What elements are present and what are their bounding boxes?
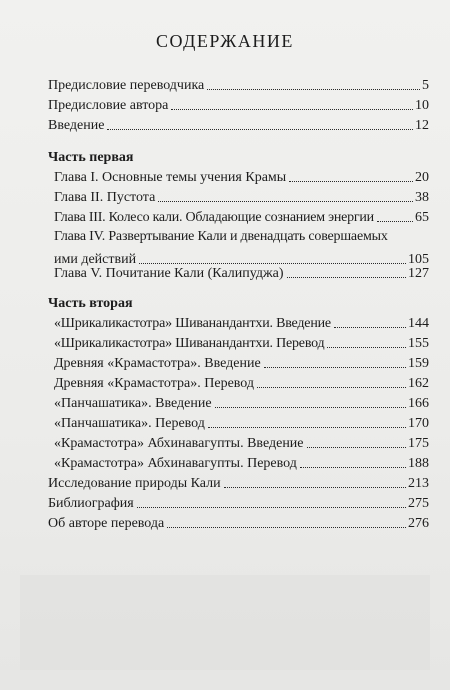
toc-entry-title: «Панчашатика». Перевод bbox=[54, 416, 205, 431]
toc-entry[interactable] bbox=[48, 492, 429, 512]
toc-entry[interactable] bbox=[54, 206, 429, 226]
toc-entry-page: 170 bbox=[408, 416, 429, 431]
toc-entry-page: 105 bbox=[408, 252, 429, 267]
toc-entry[interactable] bbox=[54, 262, 429, 282]
dot-leader bbox=[289, 181, 413, 182]
toc-entry-page: 275 bbox=[408, 496, 429, 511]
toc-entry[interactable] bbox=[54, 352, 429, 372]
toc-entry-page: 65 bbox=[415, 210, 429, 225]
toc-entry-title: Глава II. Пустота bbox=[54, 190, 156, 205]
part-heading: Часть вторая bbox=[48, 296, 133, 311]
toc-entry-title: Древняя «Крамастотра». Перевод bbox=[54, 376, 255, 391]
toc-entry-page: 20 bbox=[415, 170, 429, 185]
toc-entry-title: Глава I. Основные темы учения Крамы bbox=[54, 170, 287, 185]
dot-leader bbox=[327, 347, 406, 348]
toc-entry-page: 5 bbox=[422, 78, 429, 93]
toc-entry[interactable] bbox=[48, 94, 429, 114]
toc-entry-page: 38 bbox=[415, 190, 429, 205]
toc-entry-page: 213 bbox=[408, 476, 429, 491]
toc-entry-title: Введение bbox=[48, 118, 105, 133]
toc-entry-title: Глава III. Колесо кали. Обладающие сознанием энергии bbox=[54, 210, 374, 225]
dot-leader bbox=[300, 467, 406, 468]
dot-leader bbox=[167, 527, 406, 528]
toc-entry-page: 12 bbox=[415, 118, 429, 133]
toc-entry-page: 10 bbox=[415, 98, 429, 113]
dot-leader bbox=[215, 407, 406, 408]
dot-leader bbox=[107, 129, 413, 130]
dot-leader bbox=[307, 447, 406, 448]
toc-entry[interactable] bbox=[48, 472, 429, 492]
dot-leader bbox=[158, 201, 413, 202]
toc-entry-title: Предисловие автора bbox=[48, 98, 169, 113]
dot-leader bbox=[171, 109, 413, 110]
toc-entry[interactable] bbox=[54, 372, 429, 392]
dot-leader bbox=[334, 327, 406, 328]
toc-entry-page: 175 bbox=[408, 436, 429, 451]
toc-entry-title: «Шрикаликастотра» Шиванандантхи. Введение bbox=[54, 316, 331, 331]
toc-entry-title-continuation: ими действий bbox=[54, 252, 137, 267]
toc-entry[interactable] bbox=[48, 512, 429, 532]
toc-entry-page: 276 bbox=[408, 516, 429, 531]
toc-entry-title: «Крамастотра» Абхинавагупты. Введение bbox=[54, 436, 304, 451]
toc-entry-title: Библиография bbox=[48, 496, 134, 511]
toc-entry-page: 155 bbox=[408, 336, 429, 351]
toc-entry-page: 159 bbox=[408, 356, 429, 371]
toc-entry[interactable] bbox=[54, 186, 429, 206]
toc-entry-page: 127 bbox=[408, 266, 429, 281]
toc-entry-title: Об авторе перевода bbox=[48, 516, 165, 531]
table-of-contents bbox=[48, 0, 429, 690]
toc-entry-page: 144 bbox=[408, 316, 429, 331]
dot-leader bbox=[377, 221, 413, 222]
toc-entry[interactable] bbox=[54, 412, 429, 432]
toc-entry[interactable] bbox=[48, 114, 429, 134]
dot-leader bbox=[224, 487, 406, 488]
toc-entry-title: Глава V. Почитание Кали (Калипуджа) bbox=[54, 266, 284, 281]
part-heading: Часть первая bbox=[48, 150, 134, 165]
toc-entry-page: 162 bbox=[408, 376, 429, 391]
toc-entry-title: Глава IV. Развертывание Кали и двенадцать совершаемых bbox=[54, 229, 388, 244]
toc-entry-title: Исследование природы Кали bbox=[48, 476, 221, 491]
dot-leader bbox=[137, 507, 406, 508]
dot-leader bbox=[287, 277, 406, 278]
toc-entry[interactable] bbox=[48, 74, 429, 94]
toc-entry-title: Предисловие переводчика bbox=[48, 78, 205, 93]
toc-entry-title: «Шрикаликастотра» Шиванандантхи. Перевод bbox=[54, 336, 325, 351]
toc-entry-title: Древняя «Крамастотра». Введение bbox=[54, 356, 261, 371]
toc-entry[interactable] bbox=[54, 312, 429, 332]
dot-leader bbox=[264, 367, 406, 368]
page-title: СОДЕРЖАНИЕ bbox=[156, 31, 294, 51]
dot-leader bbox=[208, 427, 406, 428]
dot-leader bbox=[257, 387, 406, 388]
toc-entry[interactable] bbox=[54, 166, 429, 186]
toc-entry[interactable] bbox=[54, 392, 429, 412]
toc-entry-page: 188 bbox=[408, 456, 429, 471]
dot-leader bbox=[207, 89, 420, 90]
toc-entry-title: «Панчашатика». Введение bbox=[54, 396, 212, 411]
toc-entry-page: 166 bbox=[408, 396, 429, 411]
toc-entry[interactable] bbox=[54, 452, 429, 472]
toc-entry[interactable] bbox=[54, 332, 429, 352]
toc-entry-title: «Крамастотра» Абхинавагупты. Перевод bbox=[54, 456, 297, 471]
toc-entry[interactable] bbox=[54, 432, 429, 452]
